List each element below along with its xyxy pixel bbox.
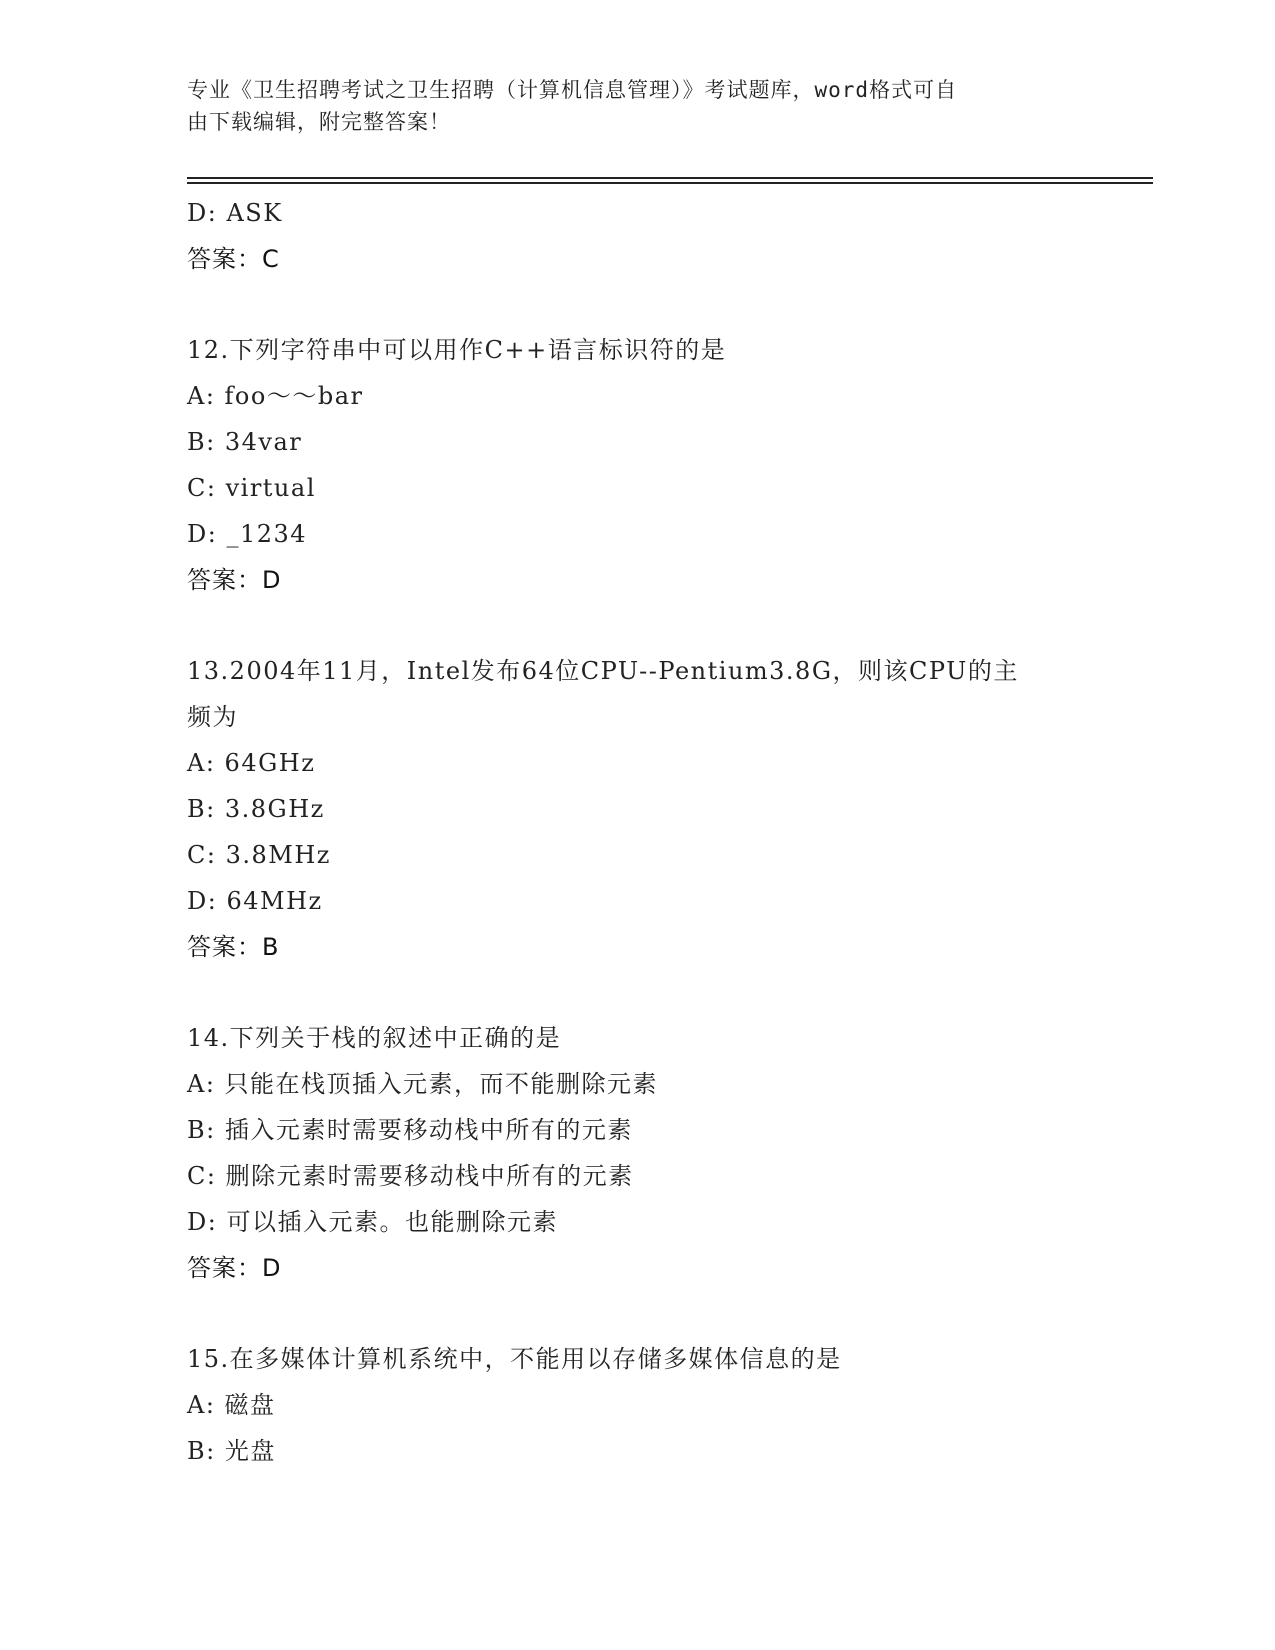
question-stem-line-1: 13.2004年11月，Intel发布64位CPU--Pentium3.8G，则该CPU的主 bbox=[187, 657, 1019, 685]
option-c: C: 3.8MHz bbox=[187, 841, 331, 869]
option-a: A: 64GHz bbox=[187, 749, 316, 777]
question-stem: 15.在多媒体计算机系统中，不能用以存储多媒体信息的是 bbox=[187, 1345, 842, 1373]
question-stem: 12.下列字符串中可以用作C++语言标识符的是 bbox=[187, 336, 727, 364]
option-d: D: 64MHz bbox=[187, 887, 323, 915]
document-header bbox=[187, 74, 1077, 138]
header-line-1: 专业《卫生招聘考试之卫生招聘（计算机信息管理）》考试题库，word格式可自 bbox=[187, 78, 958, 102]
answer-label: 答案：B bbox=[187, 933, 280, 961]
option-c: C: 删除元素时需要移动栈中所有的元素 bbox=[187, 1162, 634, 1190]
option-d: D: _1234 bbox=[187, 520, 308, 548]
option-a: A: foo～～bar bbox=[187, 382, 364, 410]
answer-label: 答案：C bbox=[187, 245, 280, 273]
option-b: B: 34var bbox=[187, 428, 303, 456]
option-b: B: 光盘 bbox=[187, 1437, 276, 1465]
option-c: C: virtual bbox=[187, 474, 316, 502]
option-d: D: 可以插入元素。也能删除元素 bbox=[187, 1208, 558, 1236]
question-11-tail bbox=[187, 190, 1087, 282]
option-a: A: 只能在栈顶插入元素，而不能删除元素 bbox=[187, 1070, 659, 1098]
question-15 bbox=[187, 1336, 1087, 1474]
option-d: D: ASK bbox=[187, 199, 283, 227]
option-b: B: 插入元素时需要移动栈中所有的元素 bbox=[187, 1116, 633, 1144]
option-a: A: 磁盘 bbox=[187, 1391, 276, 1419]
question-list bbox=[187, 190, 1087, 1474]
option-b: B: 3.8GHz bbox=[187, 795, 325, 823]
question-13 bbox=[187, 648, 1087, 970]
header-divider-top bbox=[187, 177, 1153, 179]
question-stem: 14.下列关于栈的叙述中正确的是 bbox=[187, 1024, 562, 1052]
answer-label: 答案：D bbox=[187, 1254, 282, 1282]
question-stem-line-2: 频为 bbox=[187, 703, 238, 731]
header-divider-bottom bbox=[187, 182, 1153, 184]
answer-label: 答案：D bbox=[187, 566, 282, 594]
question-12 bbox=[187, 327, 1087, 603]
question-14 bbox=[187, 1015, 1087, 1291]
header-line-2: 由下载编辑，附完整答案！ bbox=[187, 110, 451, 134]
